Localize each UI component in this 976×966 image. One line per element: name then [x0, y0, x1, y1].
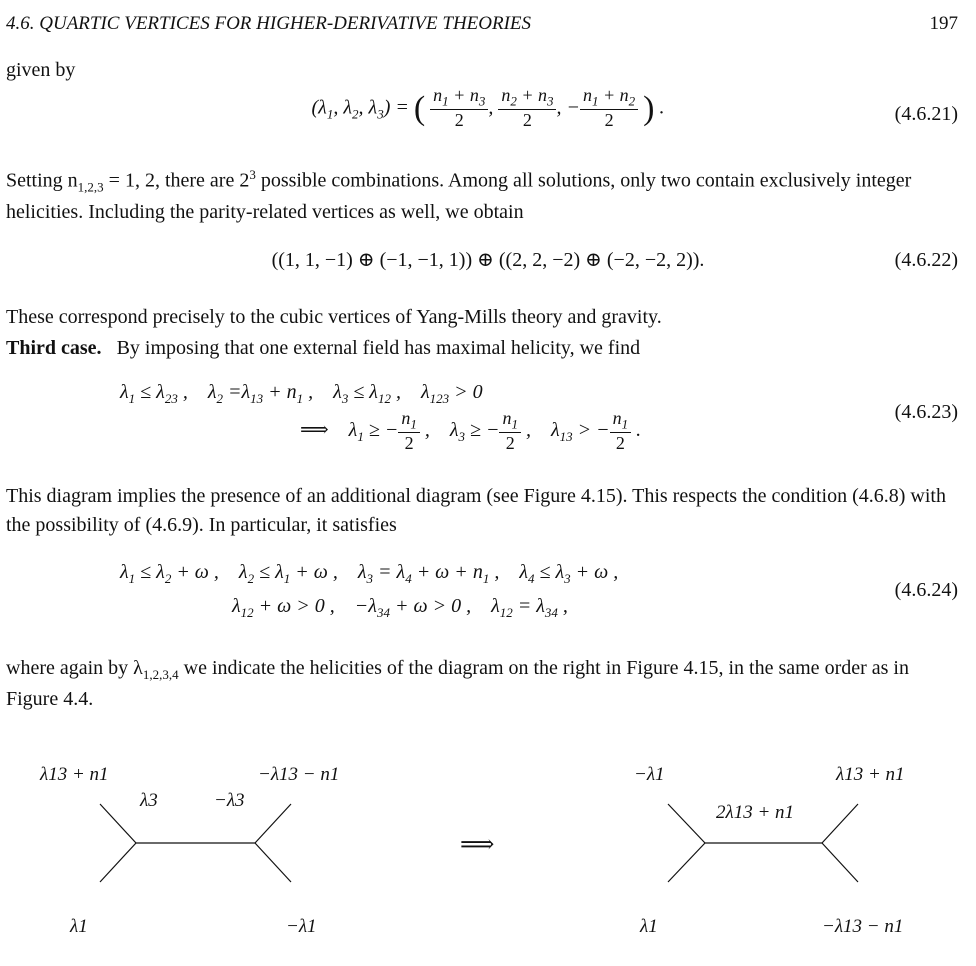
- section-title: 4.6. QUARTIC VERTICES FOR HIGHER-DERIVATIVE THEORIES: [6, 13, 532, 34]
- paragraph-setting: Setting $n_{1,2,3} = 1$, 2, there are $2^3$ possible combinations. Among all solutions, only two contain exclusively integer helicities. Including the parity-related vertices as well, we obtain: [6, 167, 912, 223]
- paragraph-diagram-implies: This diagram implies the presence of an additional diagram (see Figure 4.15). This respects the condition (4.6.8) with the possibility of (4.6.9). In particular, it satisfies: [6, 485, 946, 536]
- right-top-right-label: λ13 + n1: [836, 764, 905, 785]
- diagram-right: [634, 764, 905, 937]
- equation-4-6-22: ((1, 1, −1) ⊕ (−1, −1, 1)) ⊕ ((2, 2, −2) ⊕ (−2, −2, 2)).: [271, 249, 705, 271]
- left-bottom-left-label: λ1: [70, 916, 88, 937]
- equation-4-6-24-line1: $\lambda_1 \le \lambda_2 + \omega$ , $\lambda_2 \le \lambda_1 + \omega$ , $\lambda_3 = \lambda_4 + \omega + n_1$ , $\lambda_4 \le \lambda_3 + \omega$ ,: [120, 561, 619, 586]
- left-inner-left-label: λ3: [140, 790, 158, 811]
- equation-4-6-24-line2: $\lambda_{12} + \omega > 0$ , $-\lambda_{34} + \omega > 0$ , $\lambda_{12} = \lambda_{34}$ ,: [232, 595, 568, 620]
- running-header: [6, 10, 958, 38]
- given-by-text: given by: [6, 59, 76, 81]
- paragraph-third-case: Third case. By imposing that one external field has maximal helicity, we find: [6, 337, 641, 359]
- right-bottom-right-label: −λ13 − n1: [822, 916, 904, 937]
- equation-4-6-21: ($\lambda_1$, $\lambda_2$, $\lambda_3$) = ( $\frac{n_1 + n_3}{2}$ , $\frac{n_2 + n_3}{2}$ , − $\frac{n_1 + n_2}{2}$ ) .: [311, 85, 665, 131]
- equation-number-4-6-21: (4.6.21): [894, 103, 958, 125]
- right-propagator-label: 2λ13 + n1: [716, 802, 795, 823]
- equation-4-6-23-line2: ⟹ $\lambda_1$ ≥ − $\frac{n_1}{2}$ , $\lambda_3$ ≥ − $\frac{n_1}{2}$ , $\lambda_{13}$ > − $\frac{n_1}{2}$ .: [300, 408, 642, 454]
- equation-number-4-6-23: (4.6.23): [894, 401, 958, 423]
- page-number: 197: [929, 13, 958, 34]
- paragraph-where-again: where again by $\lambda_{1,2,3,4}$ we indicate the helicities of the diagram on the right in Figure 4.15, in the same order as in Figure 4.4.: [6, 657, 909, 710]
- figure-4-15-diagrams: [0, 740, 976, 966]
- right-bottom-left-label: λ1: [640, 916, 658, 937]
- left-top-right-label: −λ13 − n1: [258, 764, 340, 785]
- equation-number-4-6-24: (4.6.24): [894, 579, 958, 601]
- left-inner-right-label: −λ3: [214, 790, 245, 811]
- equation-4-6-23-line1: $\lambda_1 \le \lambda_{23}$ , $\lambda_2 =\lambda_{13} + n_1$ , $\lambda_3 \le \lambda_{12}$ , $\lambda_{123} > 0$: [120, 381, 483, 406]
- right-top-left-label: −λ1: [634, 764, 665, 785]
- paragraph-correspond: These correspond precisely to the cubic vertices of Yang-Mills theory and gravity.: [6, 306, 662, 328]
- left-top-left-label: λ13 + n1: [40, 764, 109, 785]
- implies-arrow: ⟹: [460, 832, 495, 858]
- left-bottom-right-label: −λ1: [286, 916, 317, 937]
- third-case-label: Third case.: [6, 337, 102, 359]
- diagram-left: [39, 764, 339, 937]
- equation-number-4-6-22: (4.6.22): [894, 249, 958, 271]
